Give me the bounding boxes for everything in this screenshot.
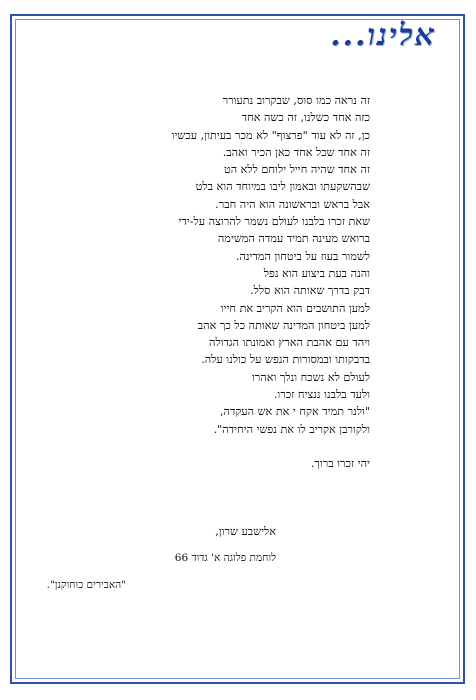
poem-stanza-break [70,438,370,455]
poem-line: ויהד עם אהבת הארץ ואמונתו הגדולה [209,336,370,350]
poem-line: שאת זכרו בלבנו לעולם נשמר להרוצה על-ידי [178,215,370,229]
poem-line: אבל בראש ובראשונה הוא היה חבר. [215,197,370,211]
poem-line: בדבקותו ובמסורות הנפש על כולנו עלה. [201,353,370,367]
poem-line: לשמור בעוז על ביטחון המדינה. [235,249,370,263]
poem-line: למען התושבים הוא הקריב את חייו [220,301,370,315]
poem-line: זה אחד שכל אחד כאן הכיר ואהב. [222,145,370,159]
poem-line: והנה בעת ביצוע הוא נפל [263,266,370,280]
poem-line: לעולם לא נשכח ונלך ואהרו [251,370,370,384]
poem-line: ולעד בלבנו ננציח זכרו. [273,388,370,402]
poem-line: ולקורבן אקריב לו את נפשי היחידה". [213,422,370,436]
poem-line: זה נראה כמו סוס, שבקרוב נתעורר [222,94,370,107]
poem-line: כזה אחד כשלנו, זה כשה אחד [241,111,370,125]
author-unit-name: "האבירים כוחוקנן". [46,579,126,591]
page-title: אלינו... [330,18,436,53]
poem-line: שבהשקעתו ובאמון ליבו במיוחד הוא בלט [195,180,370,194]
author-unit: לוחמת פלוגה א' גדוד 66 [174,552,276,564]
poem-body [70,92,370,473]
poem-line: זה אחד שהיה חייל ילוחם ללא הט [223,163,370,177]
poem-line: כן, זה לא עוד "פרצוף" לא מכר בעיתון, עכשיו [171,128,370,142]
poem-line: למען ביטחון המדינה שאותה כל כך אהב [197,318,370,332]
author-signature: אלישבע שרון, [215,525,276,538]
poem-line: "ולנר תמיד אקח י את אש העקדה, [219,405,370,419]
poem-line: ברואש מעינה תמיד עמדה המשימה [217,232,370,246]
poem-line: דבק בדרך שאותה הוא סלל. [250,284,370,298]
poem-closing-line: יהי זכרו ברוך. [310,457,370,471]
